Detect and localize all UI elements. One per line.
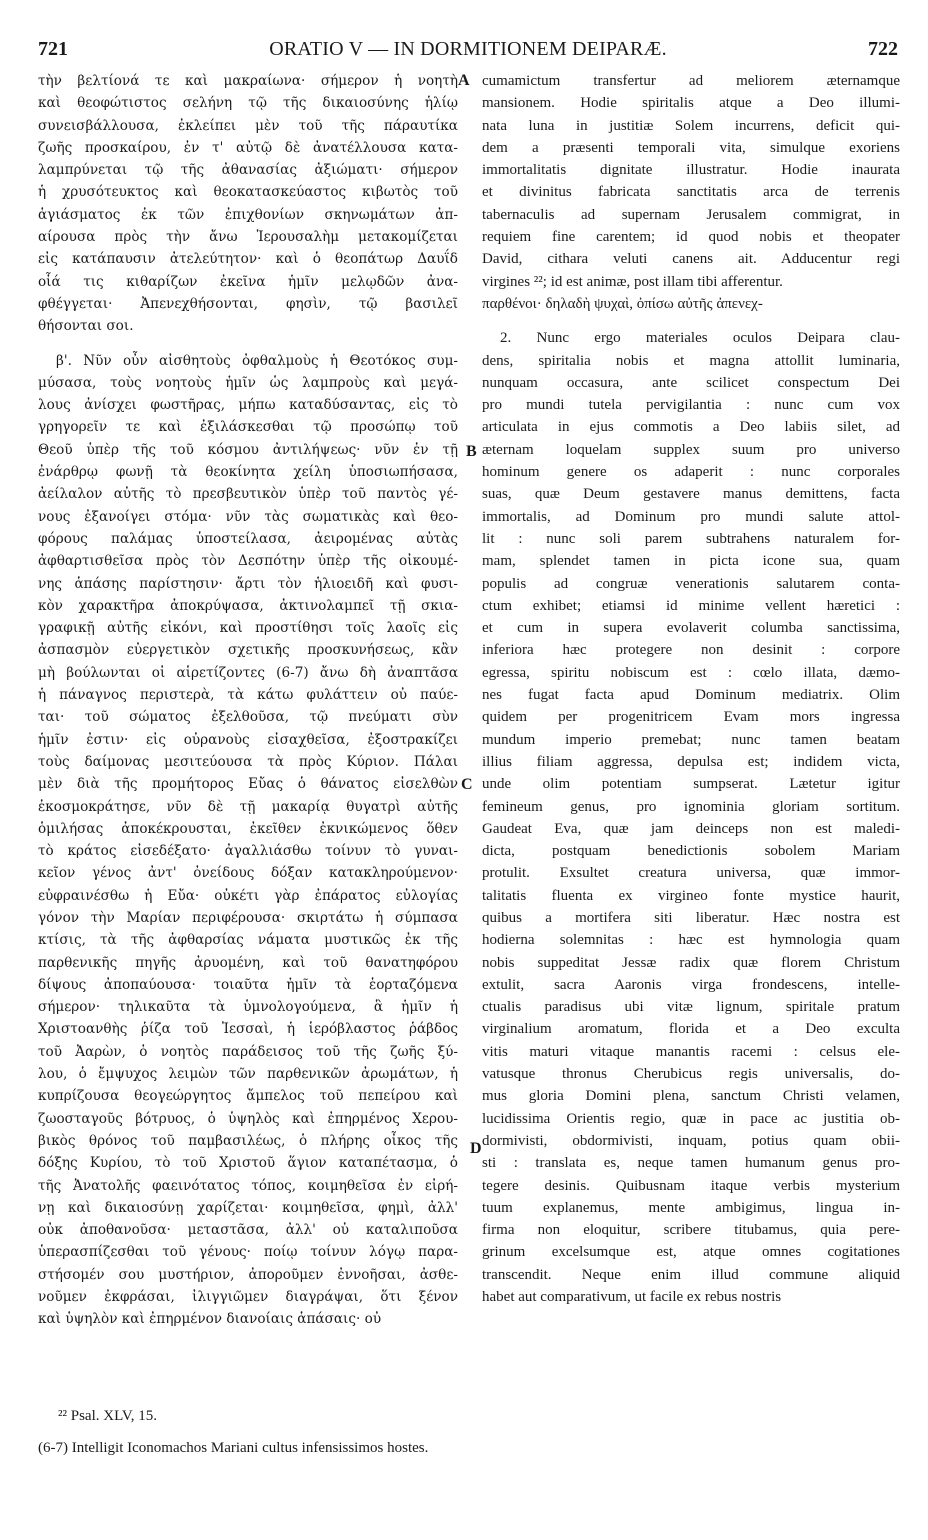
greek-line: εἰς κατάπαυσιν ἀτελεύτητον· καὶ ὁ θεοπάτωρ Δαυΐδ — [38, 251, 458, 268]
greek-line: ζωοσταγοῦς βότρυος, ὁ ὑψηλὸς καὶ ἐπηρμένος Χερου- — [38, 1110, 458, 1127]
greek-line: νους ἐξανοίγει στόμα· νῦν τὰς σωματικὰς καὶ θεο- — [38, 508, 458, 525]
latin-line: inferiora hæc protegere non desinit : corpore — [482, 642, 900, 659]
greek-line: καὶ θεοφώτιστος σελήνη τῷ τῆς δικαιοσύνης ἡλίῳ — [38, 95, 458, 112]
latin-line: et cum in supera evolaverit columba sanctissima, — [482, 620, 900, 637]
latin-line: mansionem. Hodie spiritalis atque a Deo illumi- — [482, 95, 900, 112]
latin-line: quidem per progenitricem Evam mors ingressa — [482, 709, 900, 726]
greek-line: φθέγγεται· Ἀπενεχθήσονται, φησὶν, τῷ βασιλεῖ — [38, 295, 458, 312]
latin-line: dens, spiritalia nobis et magna attollit luminaria, — [482, 352, 900, 369]
page-number-right: 722 — [868, 38, 898, 60]
greek-line: νης ἁπάσης παρίστησιν· ἄρτι τὸν ἡλιοειδῆ καὶ φυσι- — [38, 575, 458, 592]
latin-line: dem a præsenti temporali vita, simulque exoriens — [482, 139, 900, 156]
latin-line: ctum exhibet; etiamsi id minime vellent hæretici : — [482, 597, 900, 614]
page-header — [38, 38, 898, 68]
latin-line: articulata in ejus commotis a Deo labiis silet, ad — [482, 419, 900, 436]
greek-line: τὴν βελτίονά τε καὶ μακραίωνα· σήμερον ἡ νοητὴ — [38, 73, 458, 89]
greek-line: ἀσπασμὸν εὐεργετικὸν σχετικῆς προσκυνήσεως, κἂν — [38, 642, 458, 659]
latin-line: 2. Nunc ergo materiales oculos Deipara clau- — [500, 330, 900, 347]
latin-line: David, cithara veluti canens ait. Adducentur regi — [482, 251, 900, 268]
margin-letter-c: C — [461, 776, 473, 793]
greek-line: λου, ὁ ἔμψυχος λειμὼν τῶν παρθενικῶν ἀρωμάτων, ἡ — [38, 1066, 458, 1083]
greek-line: β'. Νῦν οὖν αἰσθητοὺς ὀφθαλμοὺς ἡ Θεοτόκος συμ- — [56, 352, 458, 369]
greek-line: μύσασα, τοὺς νοητοὺς ἡμῖν ὡς λαμπροὺς καὶ μεγά- — [38, 374, 458, 391]
latin-line: nes fugat facta apud Dominum mediatrix. Olim — [482, 687, 900, 704]
latin-line: mus gloria Domini plena, sanctum Christi velamen, — [482, 1088, 900, 1105]
latin-line: lucidissima Orientis regio, quæ in pace ac justitia ob- — [482, 1110, 900, 1127]
greek-line: δίψους ἀποπαύουσα· τοιαῦτα ἡμῖν τὰ ἑορταζόμενα — [38, 976, 458, 993]
greek-line: νῃ καὶ δικαιοσύνῃ χαρίζεται· κοιμηθεῖσα, φημὶ, ἀλλ' — [38, 1199, 458, 1216]
greek-line: τοὺς δαίμονας μεσιτεύουσα τὰ πρὸς Κύριον. Πάλαι — [38, 753, 458, 770]
latin-line: populis ad congruæ venerationis salutarem conta- — [482, 575, 900, 592]
latin-line: immortalitatis dignitate illustratur. Hodie inaurata — [482, 162, 900, 179]
latin-line: tuum explanemus, mente ambigimus, lingua in- — [482, 1199, 900, 1216]
latin-column — [482, 70, 900, 1308]
latin-line: mundum imperio premebat; nunc tamen beatam — [482, 731, 900, 748]
latin-line: nata luna in justitiæ Solem incurrens, deficit qui- — [482, 117, 900, 134]
greek-line: ἀφθαρτισθεῖσα πρὸς τὸν Δεσπότην ὑπὲρ τῆς οἰκουμέ- — [38, 553, 458, 570]
greek-line: εὐφραινέσθω ἡ Εὔα· οὐκέτι γὰρ ἐπάρατος εὐλογίας — [38, 887, 458, 904]
greek-line: αίρουσα πρὸς τὴν ἄνω Ἱερουσαλὴμ μετακομίζεται — [38, 229, 458, 246]
greek-line: Χριστοανθὴς ῥίζα τοῦ Ἰεσσαὶ, ἡ ἱερόβλαστος ῥάβδος — [38, 1021, 458, 1038]
page-number-left: 721 — [38, 38, 68, 60]
greek-line: Θεοῦ ὑπὲρ τῆς τοῦ κόσμου ἀντιλήψεως· νῦν ἐν τῇ — [38, 441, 458, 458]
latin-line: ctualis paradisus ubi vitæ lignum, spiritale pratum — [482, 999, 900, 1016]
greek-line: μὴ βούλωνται οἱ αἱρετίζοντες (6-7) ἄνω δὴ ἀναπτᾶσα — [38, 664, 458, 681]
greek-line: ὁμιλήσας ἀποκέκρουσται, ἐκεῖθεν ἐκνικώμενος ὅθεν — [38, 820, 458, 837]
latin-line: grinum excelsumque est, atque omnes cogitationes — [482, 1244, 900, 1261]
latin-line: sti : translata es, neque tamen humanum genus pro- — [482, 1155, 900, 1172]
latin-line: dormivisti, obdormivisti, inquam, potius quam obii- — [482, 1132, 900, 1149]
latin-line: pro mundi tutela pervigilantia : nunc cum vox — [482, 397, 900, 414]
margin-letter-b: B — [466, 443, 477, 460]
greek-line: ἀείλαλον αὐτῆς τὸ πρεσβευτικὸν ὑπὲρ τοῦ παντὸς γέ- — [38, 486, 458, 503]
latin-line: Gaudeat Eva, quæ jam deinceps non est maledi- — [482, 820, 900, 837]
latin-line: nunquam occasura, ante scilicet conspectum Dei — [482, 374, 900, 391]
margin-letter-a: A — [458, 72, 470, 89]
latin-line: vatusque thronus Cherubicus regis universalis, do- — [482, 1066, 900, 1083]
latin-line: tabernaculis ad supernam Jerusalem commigrat, in — [482, 206, 900, 223]
latin-line: παρθένοι· δηλαδὴ ψυχαὶ, ὀπίσω αὐτῆς ἀπενεχ- — [482, 295, 763, 312]
latin-line: hodierna solemnitas : hæc est hymnologia quam — [482, 932, 900, 949]
latin-line: cumamictum transfertur ad meliorem æternamque — [482, 73, 900, 89]
margin-letter-d: D — [470, 1140, 482, 1157]
footnote-6-7: (6-7) Intelligit Iconomachos Mariani cultus infensissimos hostes. — [38, 1440, 429, 1456]
greek-line: καὶ ὑψηλὸν καὶ ἐπηρμένον διανοίαις ἁπάσαις· οὐ — [38, 1311, 382, 1328]
latin-line: transcendit. Neque enim illud commune aliquid — [482, 1266, 900, 1283]
greek-line: ὑπερασπίζεσθαι τοῦ γένους· ποίῳ τοίνυν λόγῳ παρα- — [38, 1244, 458, 1261]
greek-line: κεῖον γένος ἀντ' ὀνείδους δόξαν κατακληρούμενον· — [38, 865, 458, 882]
greek-line: μὲν διὰ τῆς προμήτορος Εὔας ὁ θάνατος εἰσελθὼν — [38, 776, 458, 793]
greek-line: τὸ κράτος εἰσεδέξατο· ἀγαλλιάσθω τοίνυν τὸ γυναι- — [38, 843, 458, 860]
greek-line: ἡμῖν ἐστιν· εἰς οὐρανοὺς εἰσαχθεῖσα, ἐξοστρακίζει — [38, 731, 458, 748]
greek-line: δόξης Κυρίου, τὸ τοῦ Χριστοῦ ἅγιον καταπέτασμα, ὁ — [38, 1155, 458, 1172]
greek-column — [38, 70, 458, 1331]
greek-line: στήσομέν σου μυστήριον, ἀποροῦμεν ἐννοῆσαι, ἀσθε- — [38, 1266, 458, 1283]
latin-line: protulit. Exsultet creatura universa, quæ immor- — [482, 865, 900, 882]
greek-line: ἐνάρθρῳ φωνῇ τὰ θεοκίνητα χείλη ὑποσιωπήσασα, — [38, 464, 458, 481]
latin-line: egressa, spiritu nobiscum est : cœlo illata, dæmo- — [482, 664, 900, 681]
greek-line: ἁγιάσματος ἐκ τῶν ἐπιχθονίων σκηνωμάτων ἀπ- — [38, 206, 458, 223]
greek-line: ἐκοσμοκράτησε, νῦν δὲ τῇ μακαρίᾳ θυγατρὶ αὐτῆς — [38, 798, 458, 815]
greek-line: τῆς Ἀνατολῆς φαεινότατος τόπος, κοιμηθεῖσα ἐν εἰρή- — [38, 1177, 458, 1194]
greek-line: οἷά τις κιθαρίζων ἐκεῖνα ἡμῖν μελῳδῶν ἀνα- — [38, 273, 458, 290]
greek-line: σήμερον· τηλικαῦτα τὰ ὑμνολογούμενα, ἃ ἡμῖν ἡ — [38, 999, 458, 1016]
latin-line: virginalium aromatum, florida et a Deo exculta — [482, 1021, 900, 1038]
greek-line: γρηγορεῖν τε καὶ ἐξιλάσκεσθαι τῷ προσώπῳ τοῦ — [38, 419, 458, 436]
latin-line: unde olim potentiam sumpserat. Lætetur igitur — [482, 776, 900, 793]
latin-line: talitatis fluenta ex virgineo fonte mystice haurit, — [482, 887, 900, 904]
greek-line: συνεισβάλλουσα, ἐκλείπει μὲν τοῦ τῆς πάραυτίκα — [38, 117, 458, 134]
latin-line: habet aut comparativum, ut facile ex rebus nostris — [482, 1289, 782, 1306]
greek-line: θήσονται σοι. — [38, 318, 134, 335]
greek-line: κυπρίζουσα θεογεώργητος ἄμπελος τοῦ πεπείρου καὶ — [38, 1088, 458, 1105]
latin-line: tegere desinis. Quibusnam itaque verbis mysterium — [482, 1177, 900, 1194]
greek-line: ἡ χρυσότευκτος καὶ θεοκατασκεύαστος κιβωτὸς τοῦ — [38, 184, 458, 201]
latin-line: suas, quæ Deum gestavere manus demittens, facta — [482, 486, 900, 503]
footnote-22: ²² Psal. XLV, 15. — [58, 1408, 158, 1424]
latin-line: illius filiam aggressa, depulsa est; indidem victa, — [482, 753, 900, 770]
latin-line: immortalis, ad Dominum pro mundi salute attol- — [482, 508, 900, 525]
greek-line: λαμπρύνεται τῷ τῆς ἀθανασίας ἀξιώματι· σήμερον — [38, 162, 458, 179]
latin-line: requiem fine carentem; id quod nobis et theopater — [482, 229, 900, 246]
greek-line: γόνον τὴν Μαρίαν περιφέρουσα· σκιρτάτω ἡ σύμπασα — [38, 909, 458, 926]
latin-line: femineum genus, pro ignominia gloriam sortitum. — [482, 798, 900, 815]
latin-line: mam, splendet tamen in picta icone sua, quam — [482, 553, 900, 570]
greek-line: βικὸς θρόνος τοῦ παμβασιλέως, ὁ πλήρης οἶκος τῆς — [38, 1132, 458, 1149]
latin-line: vitis maturi vitaque manantis racemi : celsus ele- — [482, 1043, 900, 1060]
greek-line: οὐκ ἀποθανοῦσα· μεταστᾶσα, ἀλλ' οὐ καταλιποῦσα — [38, 1222, 458, 1239]
latin-line: hominum genere os adaperit : nunc corporales — [482, 464, 900, 481]
latin-line: firma non eloquitur, scribere titubamus, quia pere- — [482, 1222, 900, 1239]
greek-line: τοῦ Ἀαρὼν, ὁ νοητὸς παράδεισος τοῦ τῆς ζωῆς ξύ- — [38, 1043, 458, 1060]
latin-line: nobis suppeditat Jessæ radix quæ florem Christum — [482, 954, 900, 971]
greek-line: νοῦμεν ἐκφράσαι, ἰλιγγιῶμεν διαγράψαι, ὅτι ξένον — [38, 1289, 458, 1306]
latin-line: extulit, sacra Aaronis virga frondescens, intelle- — [482, 976, 900, 993]
running-title: ORATIO V — IN DORMITIONEM DEIPARÆ. — [269, 38, 667, 60]
latin-line: dicta, postquam benedictionis sobolem Mariam — [482, 843, 900, 860]
greek-line: λους ἀνίσχει φωστῆρας, μήπω καταδύσαντας, εἰς τὸ — [38, 397, 458, 414]
latin-line: virgines ²²; id est animæ, post illam tibi afferentur. — [482, 273, 783, 290]
greek-line: ἡ πάναγνος περιστερὰ, τὰ κάτω φυλάττειν οὐ παύε- — [38, 687, 458, 704]
greek-line: ται· τοῦ σώματος ἐξελθοῦσα, τῷ πνεύματι σὺν — [38, 709, 458, 726]
greek-line: παρθενικῆς πηγῆς ἀρυομένη, καὶ τοῦ θανατηφόρου — [38, 954, 458, 971]
latin-line: quibus a mortifera siti liberatur. Hæc nostra est — [482, 909, 900, 926]
greek-line: γραφικῇ αὐτῆς εἰκόνι, καὶ προστίθησι τοῖς λαοῖς εἰς — [38, 620, 458, 637]
greek-line: κτίσις, τὰ τῆς ἀφθαρσίας νάματα μυστικῶς ἐκ τῆς — [38, 932, 458, 949]
greek-line: φόρους παλάμας ὑποστείλασα, ἀειρομένας αὐτὰς — [38, 530, 458, 547]
greek-line: κὸν χαρακτῆρα ἀποκρύψασα, ἀκτινολαμπεῖ τῇ σκια- — [38, 597, 458, 614]
latin-line: et divinitus fabricata sanctitatis arca de terrenis — [482, 184, 900, 201]
greek-line: ζωῆς προσκαίρου, ἐν τ' αὐτῷ δὲ ἀνατέλλουσα κατα- — [38, 139, 458, 156]
latin-line: æternam loquelam supplex suum pro universo — [482, 441, 900, 458]
latin-line: lit : nunc soli parem subtrahens naturalem for- — [482, 530, 900, 547]
